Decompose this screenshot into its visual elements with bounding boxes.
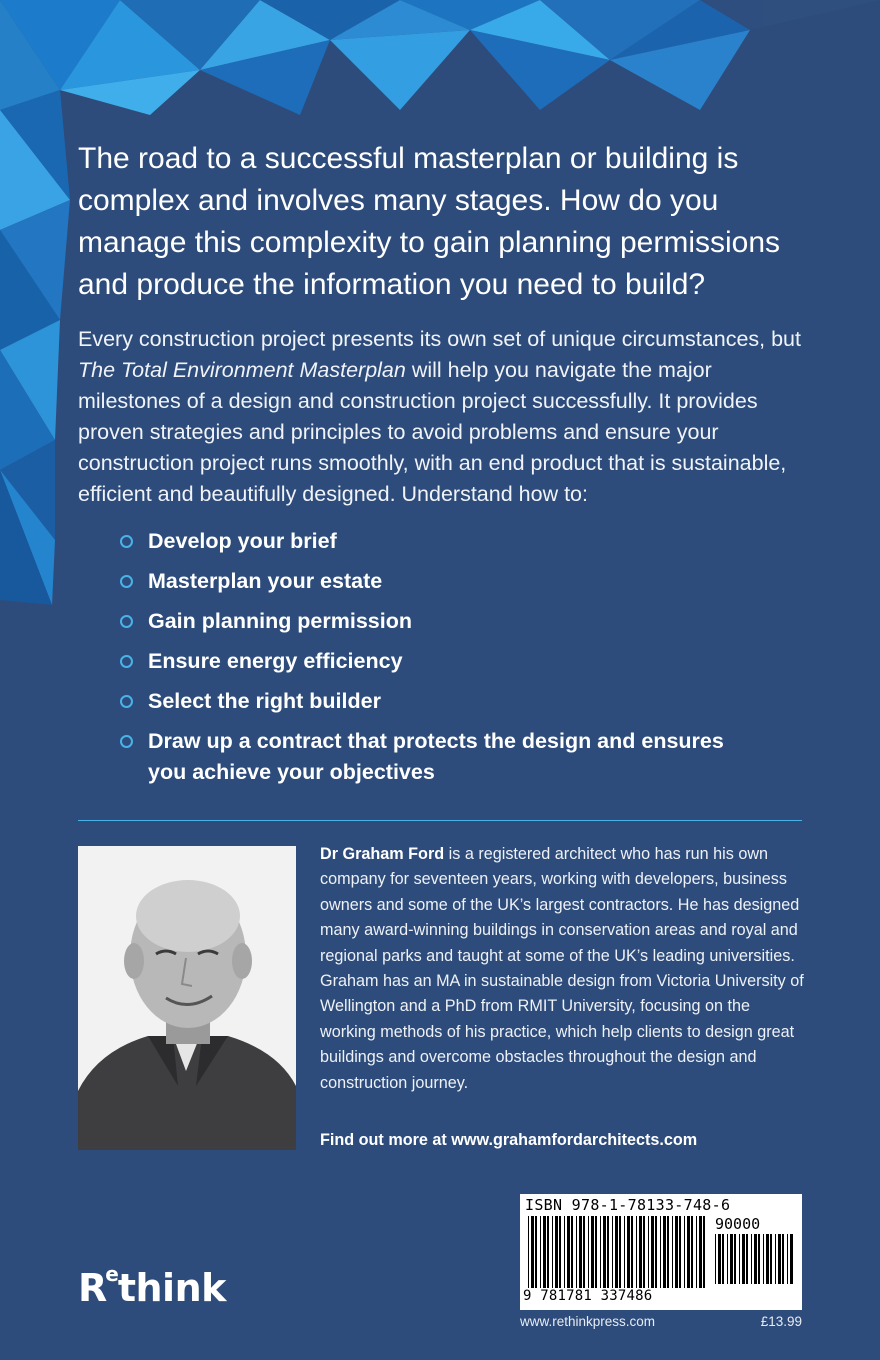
barcode-bar [648,1216,649,1288]
barcode-bar [615,1216,618,1288]
bullet-circle-icon [120,655,133,668]
barcode-bar [576,1216,577,1288]
barcode-bar [751,1234,752,1284]
author-name: Dr Graham Ford [320,845,445,863]
barcode-bar [703,1216,705,1288]
list-item: Select the right builder [120,686,740,717]
bullet-circle-icon [120,735,133,748]
barcode-bar [778,1234,781,1284]
barcode-bar [715,1234,716,1284]
benefits-list [120,526,740,797]
author-website-link[interactable]: Find out more at www.grahamfordarchitects.com [320,1131,698,1149]
barcode-bar [571,1216,573,1288]
barcode-bar [746,1234,748,1284]
publisher-url[interactable]: www.rethinkpress.com [520,1314,656,1329]
barcode-bar [739,1234,740,1284]
barcode-bar [531,1216,534,1288]
barcode-bar [679,1216,681,1288]
barcode-bar [722,1234,724,1284]
barcode-bar [770,1234,772,1284]
barcode-bar [555,1216,558,1288]
barcode-bar [758,1234,760,1284]
barcode-bar [754,1234,757,1284]
barcode-bar [595,1216,597,1288]
ean13-bars [528,1216,708,1288]
description-part-1: Every construction project presents its own set of unique circumstances, but [78,327,801,351]
barcode-bar [624,1216,625,1288]
description-paragraph [78,324,818,510]
price-code-label: 90000 [715,1215,761,1233]
section-divider [78,820,802,821]
barcode-bar [579,1216,582,1288]
barcode-bar [547,1216,549,1288]
bullet-circle-icon [120,575,133,588]
barcode-bar [775,1234,776,1284]
barcode-bar [588,1216,589,1288]
bullet-circle-icon [120,615,133,628]
barcode-bar [790,1234,793,1284]
barcode-bar [636,1216,637,1288]
barcode-bar [603,1216,606,1288]
barcode-bar [718,1234,721,1284]
barcode-bar [564,1216,565,1288]
list-item: Gain planning permission [120,606,740,637]
rethink-logo: R e think [78,1262,226,1310]
barcode-bar [627,1216,630,1288]
barcode-bar [663,1216,666,1288]
barcode-bar [655,1216,657,1288]
barcode-bar [763,1234,764,1284]
barcode-bar [552,1216,553,1288]
barcode-bar [684,1216,685,1288]
barcode-bar [559,1216,561,1288]
barcode-bar [607,1216,609,1288]
barcode-bar [672,1216,673,1288]
barcode-bar [699,1216,702,1288]
barcode-bar [667,1216,669,1288]
barcode-digits: 9 781781 337486 [523,1288,653,1304]
bullet-circle-icon [120,695,133,708]
isbn-label: ISBN 978-1-78133-748-6 [525,1196,731,1214]
barcode-bar [631,1216,633,1288]
barcode-bar [696,1216,697,1288]
barcode-bar [543,1216,546,1288]
barcode-bar [691,1216,693,1288]
author-bio [320,842,806,1096]
list-item: Ensure energy efficiency [120,646,740,677]
bullet-circle-icon [120,535,133,548]
list-item: Develop your brief [120,526,740,557]
list-item: Draw up a contract that protects the design and ensures you achieve your objectives [120,726,740,788]
barcode-bar [619,1216,621,1288]
barcode-bar [540,1216,541,1288]
barcode-bar [727,1234,728,1284]
barcode-bar [567,1216,570,1288]
barcode-bar [675,1216,678,1288]
price-label: £13.99 [760,1314,802,1329]
barcode-bar [528,1216,529,1288]
barcode-bar [730,1234,733,1284]
description-part-2: will help you navigate the major milestones of a design and construction project successfully. It provides proven strategies and principles to avoid problems and ensure your construction project runs smoothly, with an end product that is sustainable, efficient and beautifully designed. Understand how to: [78,358,787,506]
barcode-bar [766,1234,769,1284]
barcode-bar [643,1216,645,1288]
barcode-bar [535,1216,537,1288]
barcode-bar [639,1216,642,1288]
list-item: Masterplan your estate [120,566,740,597]
barcode-bar [787,1234,788,1284]
barcode-bar [742,1234,745,1284]
isbn-barcode [520,1194,802,1310]
book-title-italic: The Total Environment Masterplan [78,358,406,382]
barcode-bar [591,1216,594,1288]
author-photo [78,846,296,1150]
barcode-bar [734,1234,736,1284]
lede-text: The road to a successful masterplan or building is complex and involves many stages. How do you manage this complexity to gain planning permissions and produce the information you need to build? [78,142,781,301]
barcode-bar [583,1216,585,1288]
barcode-bar [612,1216,613,1288]
barcode-bar [651,1216,654,1288]
barcode-bar [660,1216,661,1288]
barcode-bar [600,1216,601,1288]
author-bio-text: is a registered architect who has run his own company for seventeen years, working with developers, business owners and some of the UK’s largest contractors. He has designed many award-winning buildings in conservation areas and royal and regional parks and taught at some of the UK’s leading universities. Graham has an MA in sustainable design from Victoria University of Wellington and a PhD from RMIT University, focusing on the working methods of his practice, which help clients to design great buildings and overcome obstacles throughout the design and construction journey. [320,845,804,1092]
barcode-bar [687,1216,690,1288]
addon-bars [715,1234,795,1284]
barcode-bar [782,1234,784,1284]
